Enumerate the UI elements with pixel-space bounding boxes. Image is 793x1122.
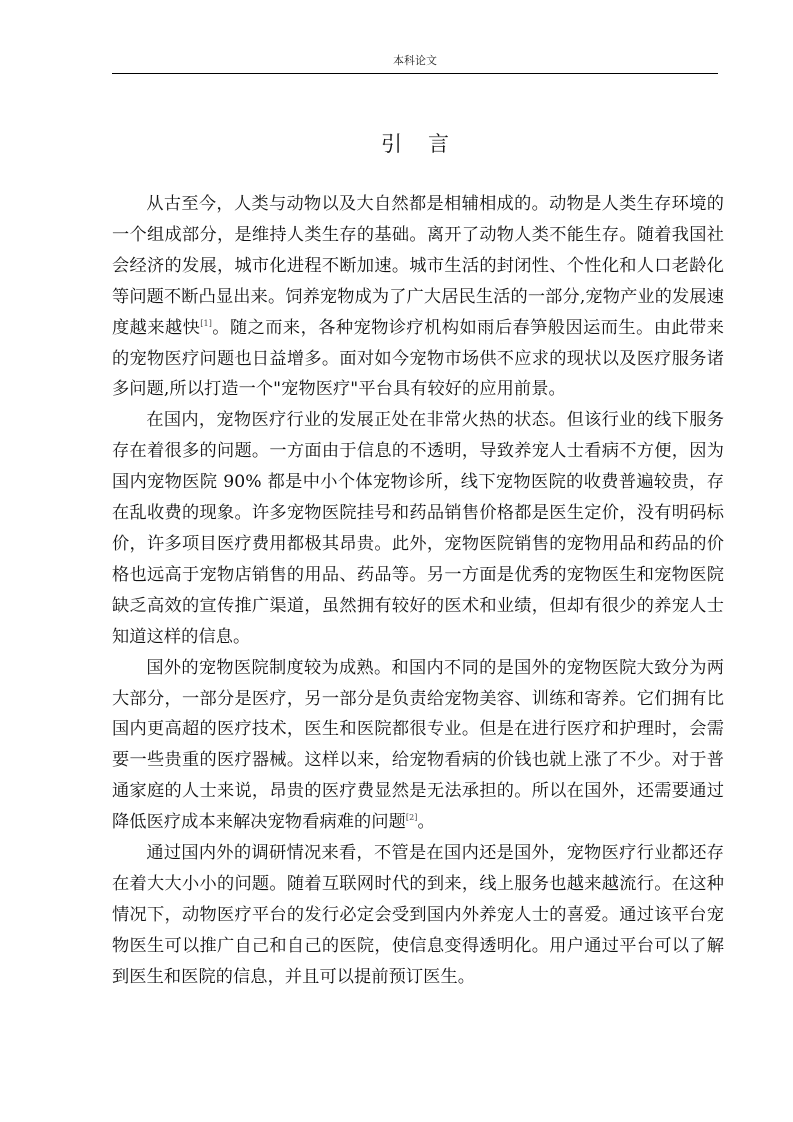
- paragraph-4-text: 通过国内外的调研情况来看，不管是在国内还是国外，宠物医疗行业都还存在着大大小小的问题。随着互联网时代的到来，线上服务也越来越流行。在这种情况下，动物医疗平台的发行必定会受到国内外养宠人士的喜爱。通过该平台宠物医生可以推广自己和自己的医院，使信息变得透明化。用户通过平台可以了解到医生和医院的信息，并且可以提前预订医生。: [112, 843, 724, 987]
- paragraph-3-text-b: 。: [417, 812, 435, 833]
- running-header: 本科论文: [393, 54, 437, 67]
- paragraph-3: [112, 653, 724, 838]
- paragraph-4: [112, 838, 724, 993]
- paragraph-1-text-b: 。随之而来，各种宠物诊疗机构如雨后春笋般因运而生。由此带来的宠物医疗问题也日益增多。面对如今宠物市场供不应求的现状以及医疗服务诸多问题,所以打造一个"宠物医疗"平台具有较好的应用前景。: [112, 317, 724, 400]
- section-title: 引言: [381, 132, 475, 156]
- paragraph-3-text-a: 国外的宠物医院制度较为成熟。和国内不同的是国外的宠物医院大致分为两大部分，一部分是医疗，另一部分是负责给宠物美容、训练和寄养。它们拥有比国内更高超的医疗技术，医生和医院都很专业。但是在进行医疗和护理时，会需要一些贵重的医疗器械。这样以来，给宠物看病的价钱也就上涨了不少。对于普通家庭的人士来说，昂贵的医疗费显然是无法承担的。所以在国外，还需要通过降低医疗成本来解决宠物看病难的问题: [112, 657, 724, 833]
- header-rule: [112, 73, 718, 74]
- paragraph-2-text: 在国内，宠物医疗行业的发展正处在非常火热的状态。但该行业的线下服务存在着很多的问题。一方面由于信息的不透明，导致养宠人士看病不方便，因为国内宠物医院 90% 都是中小个体宠物诊所，线下宠物医院的收费普遍较贵，存在乱收费的现象。许多宠物医院挂号和药品销售价格都是医生定价，没有明码标价，许多项目医疗费用都极其昂贵。此外，宠物医院销售的宠物用品和药品的价格也远高于宠物店销售的用品、药品等。另一方面是优秀的宠物医生和宠物医院缺乏高效的宣传推广渠道，虽然拥有较好的医术和业绩，但却有很少的养宠人士知道这样的信息。: [112, 410, 724, 647]
- paragraph-2: [112, 405, 724, 652]
- citation-2: [2]: [405, 813, 418, 823]
- citation-1: [1]: [200, 318, 212, 328]
- paragraph-1: [112, 189, 724, 405]
- section-body: [112, 189, 724, 993]
- paragraph-1-text-a: 从古至今，人类与动物以及大自然都是相辅相成的。动物是人类生存环境的一个组成部分，是维持人类生存的基础。离开了动物人类不能生存。随着我国社会经济的发展，城市化进程不断加速。城市生活的封闭性、个性化和人口老龄化等问题不断凸显出来。饲养宠物成为了广大居民生活的一部分,宠物产业的发展速度越来越快: [112, 194, 724, 338]
